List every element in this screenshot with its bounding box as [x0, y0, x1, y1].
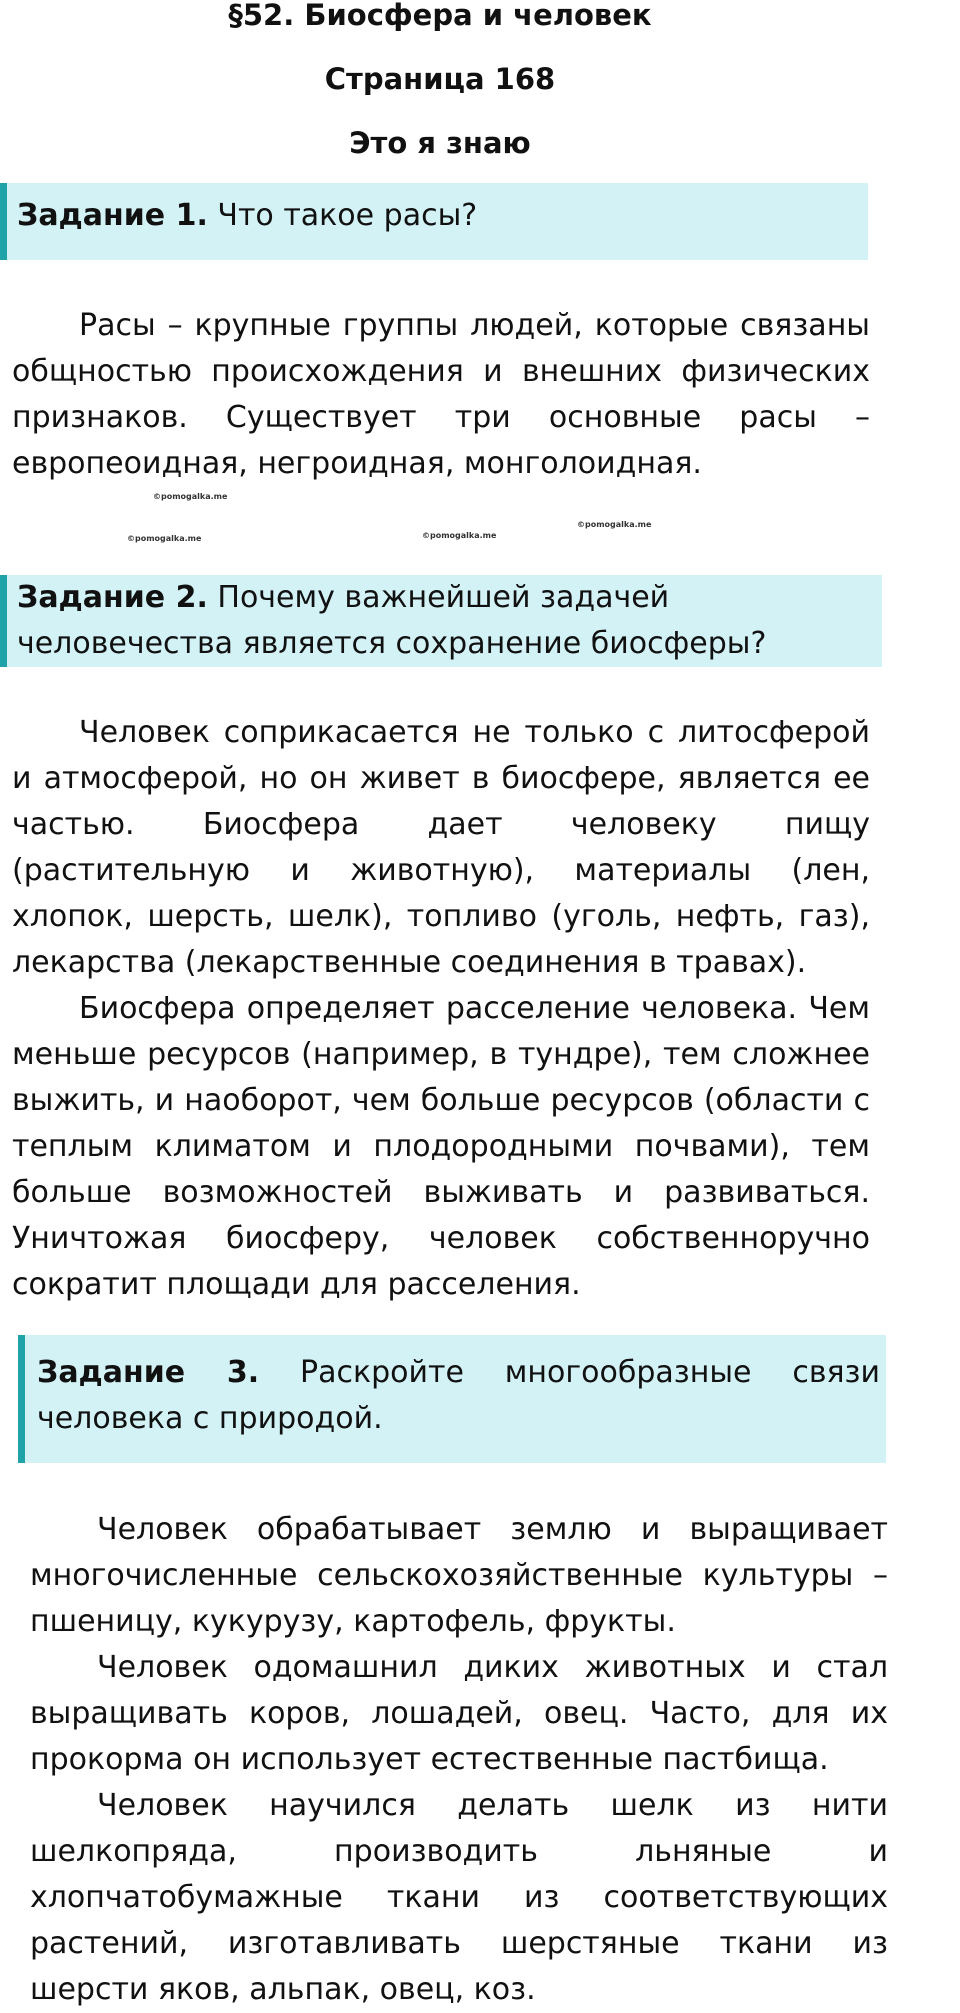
task-2-answer — [12, 710, 870, 1308]
task-3-answer-paragraph-2: Человек одомашнил диких животных и стал выращивать коров, лошадей, овец. Часто, для их прокорма он использует естественные пастбища. — [30, 1650, 888, 1777]
watermark: ©pomogalka.me — [153, 492, 228, 501]
task-1-label: Задание 1. — [17, 198, 208, 233]
task-3-label: Задание 3. — [37, 1355, 260, 1390]
task-3-answer-paragraph-1: Человек обрабатывает землю и выращивает многочисленные сельскохозяйственные культуры – пшеницу, кукурузу, картофель, фрукты. — [30, 1512, 888, 1639]
task-1-answer — [12, 303, 870, 487]
page-label: Страница 168 — [324, 62, 556, 96]
task-2-label: Задание 2. — [17, 580, 208, 615]
watermark: ©pomogalka.me — [127, 534, 202, 543]
task-2-question: Почему важнейшей задачей человечества является сохранение биосферы? — [17, 580, 767, 661]
task-2-box — [0, 575, 882, 667]
task-3-answer — [30, 1507, 888, 2013]
task-1-answer-paragraph-1: Расы – крупные группы людей, которые связаны общностью происхождения и внешних физических признаков. Существует три основные расы – европеоидная, негроидная, монголоидная. — [12, 308, 870, 481]
task-1-question: Что такое расы? — [217, 198, 478, 233]
subheading: Это я знаю — [349, 126, 531, 160]
watermark: ©pomogalka.me — [577, 520, 652, 529]
task-3-question: Раскройте многообразные связи человека с природой. — [37, 1355, 881, 1436]
task-3-answer-paragraph-3: Человек научился делать шелк из нити шелкопряда, производить льняные и хлопчатобумажные ткани из соответствующих растений, изготавливать шерстяные ткани из шерсти яков, альпак, овец, коз. — [30, 1788, 888, 2007]
section-title: §52. Биосфера и человек — [228, 0, 652, 32]
task-3-box — [18, 1335, 886, 1463]
task-2-answer-paragraph-1: Человек соприкасается не только с литосферой и атмосферой, но он живет в биосфере, является ее частью. Биосфера дает человеку пищу (растительную и животную), материалы (лен, хлопок, шерсть, шелк), топливо (уголь, нефть, газ), лекарства (лекарственные соединения в травах). — [12, 715, 870, 980]
watermark: ©pomogalka.me — [422, 531, 497, 540]
task-2-answer-paragraph-2: Биосфера определяет расселение человека. Чем меньше ресурсов (например, в тундре), тем сложнее выжить, и наоборот, чем больше ресурсов (области с теплым климатом и плодородными почвами), тем больше возможностей выживать и развиваться. Уничтожая биосферу, человек собственноручно сократит площади для расселения. — [12, 991, 870, 1302]
task-1-box — [0, 183, 868, 260]
